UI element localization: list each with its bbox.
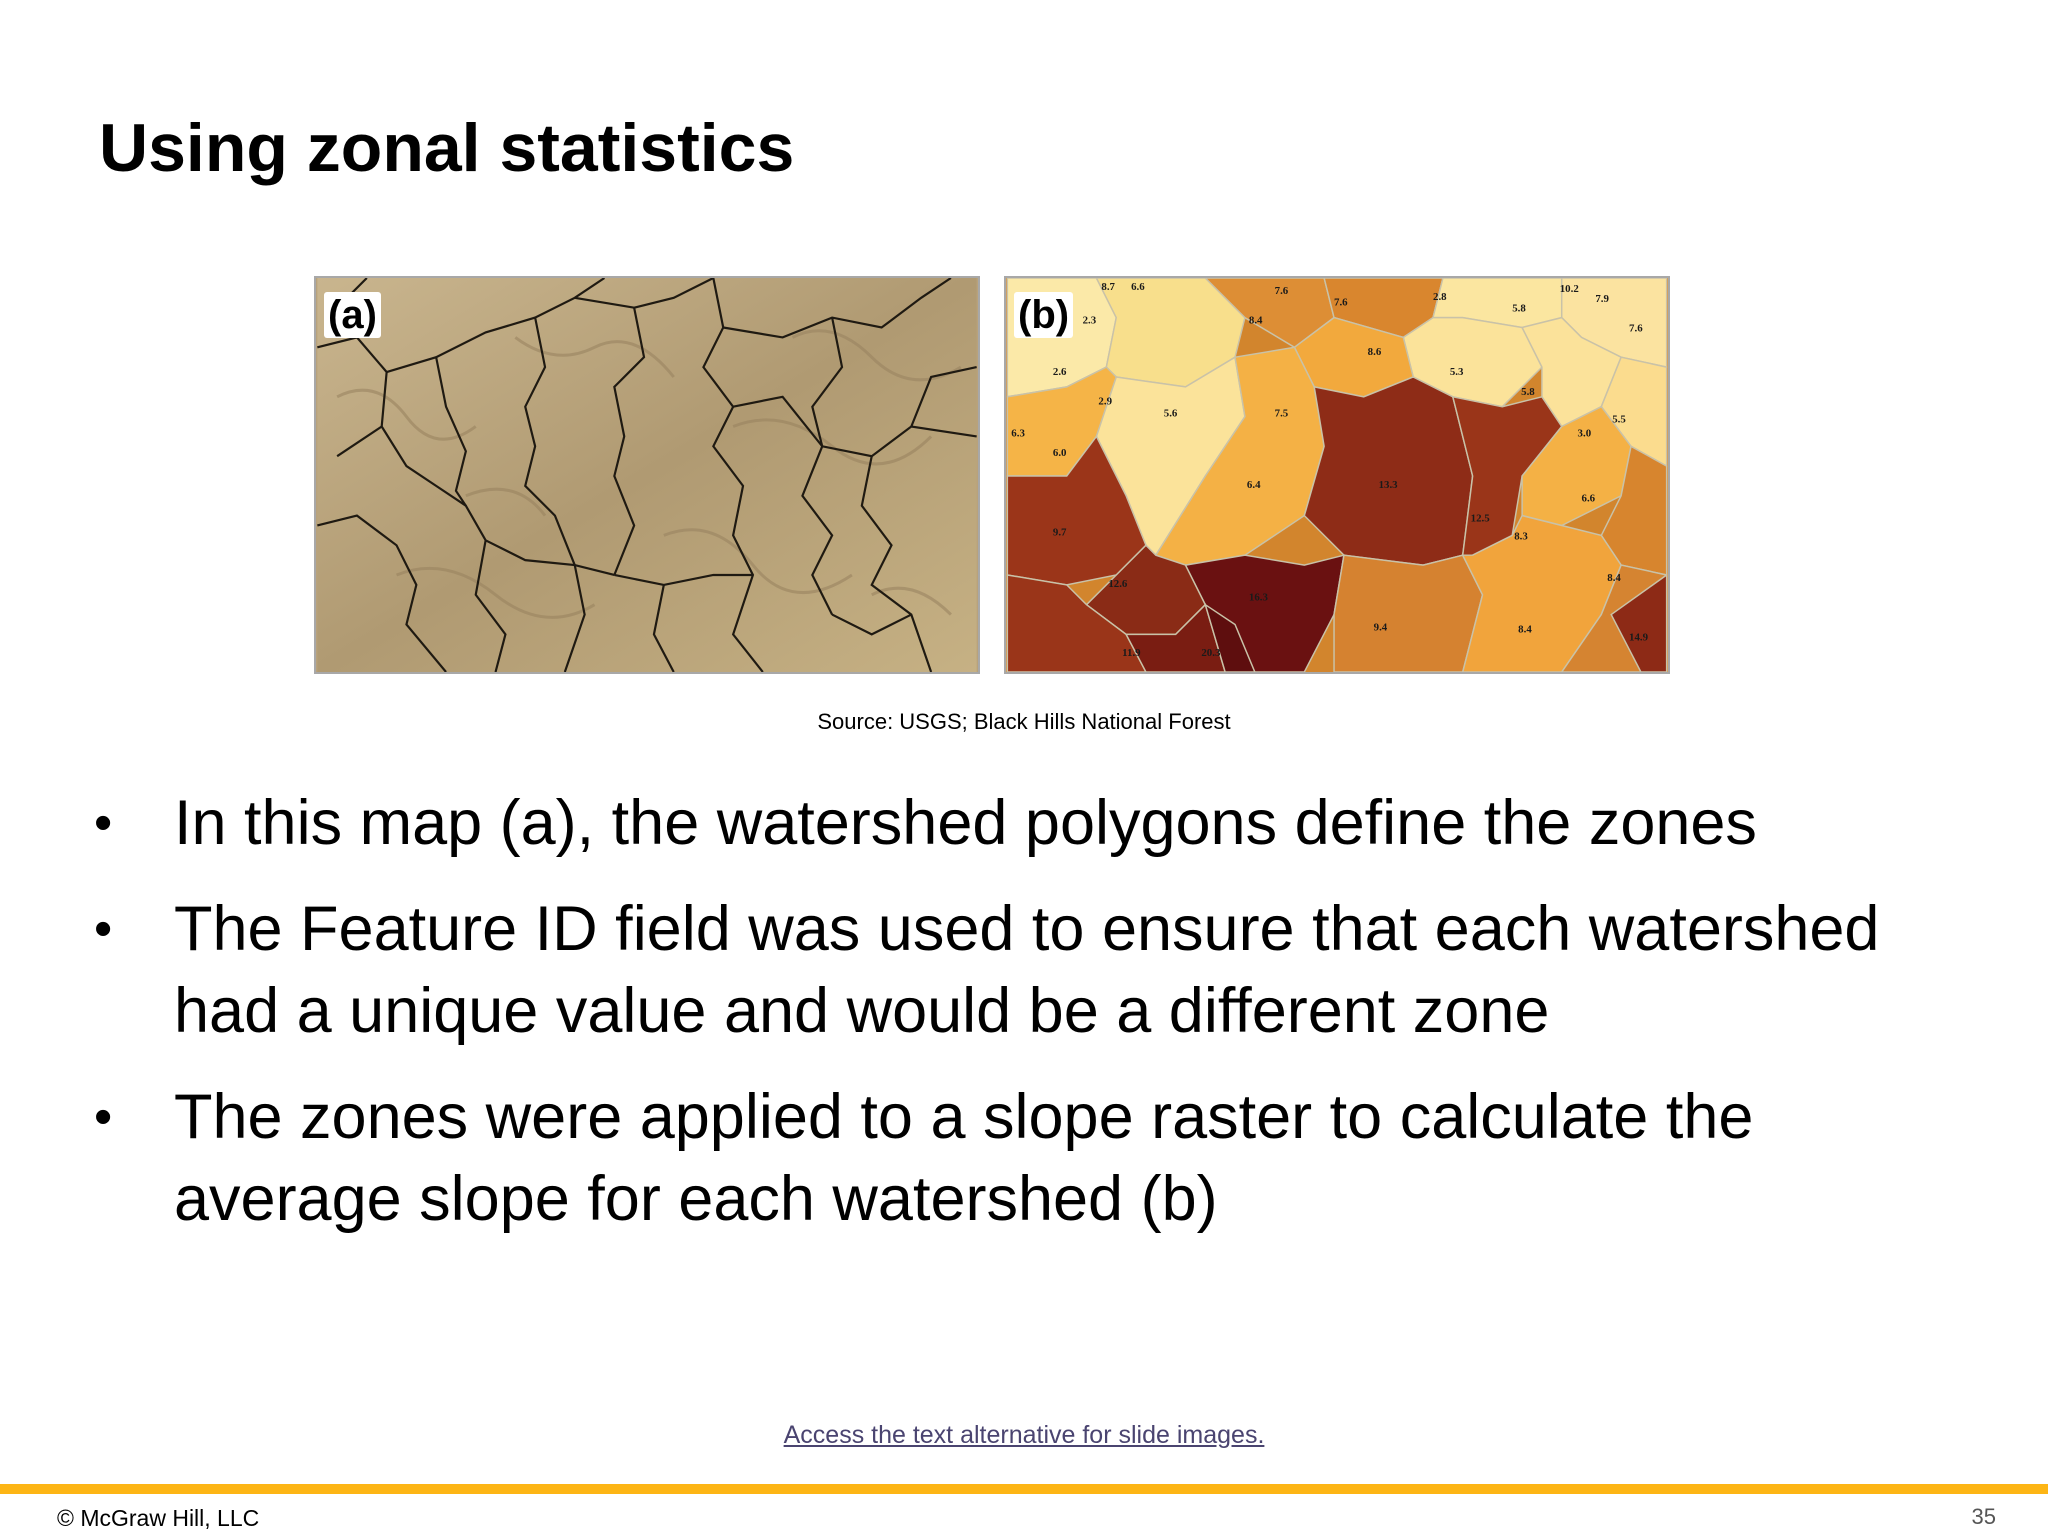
slope-value: 6.0 [1052, 447, 1067, 460]
footer-accent-bar [0, 1484, 2048, 1494]
slope-value: 3.0 [1577, 427, 1592, 440]
figure-a-watershed-relief [314, 276, 980, 674]
slope-value: 6.6 [1581, 492, 1596, 505]
slide-title: Using zonal statistics [99, 110, 795, 186]
slope-value: 9.7 [1052, 526, 1067, 539]
slope-value: 7.6 [1334, 296, 1348, 309]
slope-value: 2.6 [1052, 366, 1067, 379]
copyright-notice: © McGraw Hill, LLC [57, 1505, 260, 1531]
slope-value: 6.3 [1011, 427, 1025, 440]
relief-map-graphic [316, 278, 978, 672]
slope-value: 8.7 [1101, 280, 1115, 293]
slope-value: 5.5 [1612, 413, 1626, 426]
bullet-text: The Feature ID field was used to ensure that each watershed had a unique value and would be a different zone [174, 894, 1880, 1046]
slope-value: 16.3 [1248, 591, 1268, 604]
image-source-caption: Source: USGS; Black Hills National Forest [817, 709, 1231, 734]
bullet-item [94, 888, 1974, 1052]
slope-value: 9.4 [1373, 621, 1388, 634]
figure-b-average-slope-map [1004, 276, 1670, 674]
slope-value: 2.9 [1098, 395, 1113, 408]
slope-value: 5.8 [1512, 302, 1526, 315]
slope-value: 20.3 [1201, 647, 1221, 660]
slope-value: 5.8 [1521, 385, 1535, 398]
bullet-dot-icon: • [94, 1088, 113, 1146]
bullet-dot-icon: • [94, 794, 113, 852]
slope-value: 12.6 [1108, 577, 1128, 590]
slope-value: 5.3 [1449, 366, 1464, 379]
slope-value: 7.6 [1274, 284, 1289, 297]
slope-value: 8.6 [1367, 346, 1382, 359]
bullet-text: In this map (a), the watershed polygons define the zones [174, 788, 1757, 858]
slope-value: 8.4 [1518, 623, 1532, 636]
bullet-item [94, 1076, 1974, 1240]
slope-value: 2.3 [1082, 314, 1097, 327]
page-number: 35 [1971, 1504, 1996, 1529]
figure-a-label: (a) [324, 292, 381, 338]
bullet-list [94, 782, 1974, 1264]
slope-value: 2.8 [1433, 290, 1447, 303]
slope-value: 7.6 [1629, 322, 1643, 335]
slope-value: 8.4 [1607, 571, 1621, 584]
slope-map-graphic [1006, 278, 1668, 672]
slope-value: 11.9 [1122, 647, 1141, 660]
bullet-item [94, 782, 1974, 864]
slope-value: 12.5 [1470, 512, 1490, 525]
slope-value: 6.4 [1246, 478, 1261, 491]
text-alternative-link[interactable]: Access the text alternative for slide images. [783, 1421, 1265, 1449]
bullet-dot-icon: • [94, 900, 113, 958]
figure-b-label: (b) [1014, 292, 1073, 338]
slope-value: 8.3 [1514, 530, 1528, 543]
slope-value: 6.6 [1131, 280, 1145, 293]
slope-value: 7.5 [1274, 407, 1289, 420]
slope-value: 7.9 [1595, 292, 1609, 305]
slope-value: 5.6 [1163, 407, 1178, 420]
slope-value: 13.3 [1378, 478, 1398, 491]
slope-value: 10.2 [1559, 282, 1579, 295]
slope-value: 14.9 [1629, 631, 1649, 644]
slope-value: 8.4 [1248, 314, 1263, 327]
bullet-text: The zones were applied to a slope raster to calculate the average slope for each watershed (b) [174, 1082, 1754, 1234]
